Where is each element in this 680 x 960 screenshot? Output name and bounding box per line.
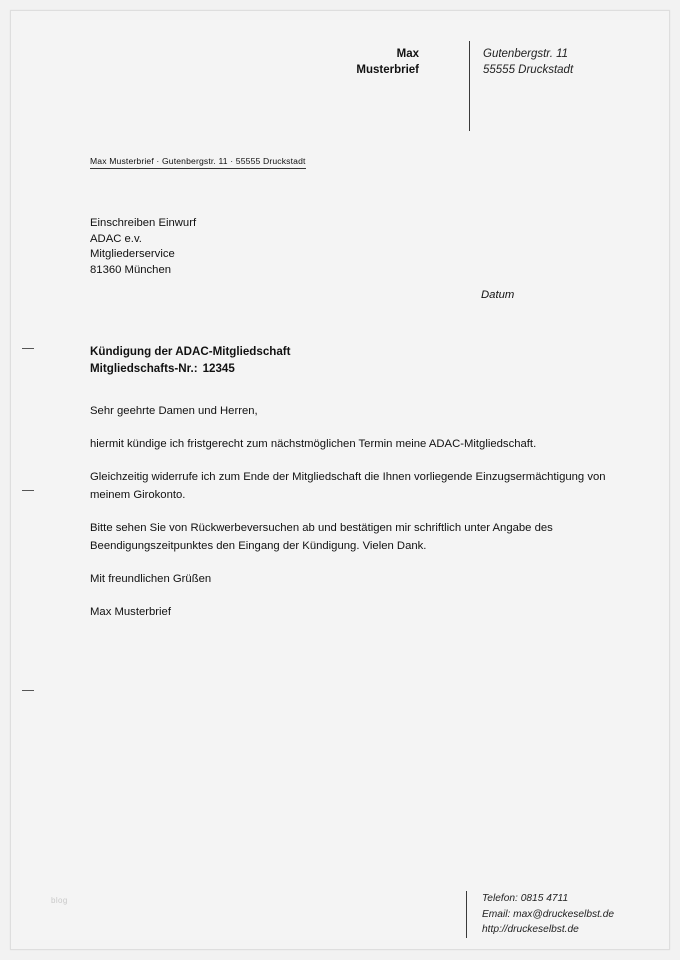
body-paragraph-1: hiermit kündige ich fristgerecht zum nächstmöglichen Termin meine ADAC-Mitgliedschaft.: [90, 438, 537, 450]
body-paragraph-2: Gleichzeitig widerrufe ich zum Ende der Mitgliedschaft die Ihnen vorliegende Einzugsermächtigung von meinem Girokonto.: [90, 471, 606, 501]
subject-block: [90, 344, 291, 377]
body-paragraph-3: Bitte sehen Sie von Rückwerbeversuchen ab und bestätigen mir schriftlich unter Angabe des Beendigungszeitpunktes den Eingang der Kündigung. Vielen Dank.: [90, 522, 553, 552]
letterhead: [311, 36, 641, 131]
return-address-line: Max Musterbrief · Gutenbergstr. 11 · 55555 Druckstadt: [90, 156, 306, 169]
recipient-line-2: ADAC e.v.: [90, 232, 142, 245]
watermark-text: blog: [51, 896, 68, 905]
recipient-line-1: Einschreiben Einwurf: [90, 217, 197, 229]
letterhead-street: Gutenbergstr. 11: [483, 48, 569, 60]
fold-mark-bottom: [22, 690, 34, 691]
letterhead-city: 55555 Druckstadt: [483, 64, 574, 76]
footer-website: http://druckeselbst.de: [482, 924, 579, 935]
subject-line: Kündigung der ADAC-Mitgliedschaft: [90, 345, 291, 358]
membership-number-label: Mitgliedschafts-Nr.:: [90, 361, 198, 375]
fold-mark-top: [22, 348, 34, 349]
letter-sheet: [10, 10, 670, 950]
closing-phrase: Mit freundlichen Grüßen: [90, 573, 212, 585]
letterhead-sender-name: [239, 46, 419, 78]
letterhead-sender-lastname: Musterbrief: [356, 64, 419, 76]
footer-email: Email: max@druckeselbst.de: [482, 908, 615, 920]
footer-contact-block: [466, 891, 614, 938]
fold-mark-middle: [22, 490, 34, 491]
date-field: Datum: [481, 289, 515, 301]
letterhead-sender-address: [483, 46, 573, 78]
recipient-address-block: [90, 216, 196, 278]
recipient-line-4: 81360 München: [90, 263, 172, 276]
signature-name: Max Musterbrief: [90, 606, 171, 618]
recipient-line-3: Mitgliederservice: [90, 248, 175, 261]
letterhead-divider: [469, 41, 470, 131]
salutation: Sehr geehrte Damen und Herren,: [90, 405, 258, 417]
letterhead-sender-firstname: Max: [396, 48, 419, 60]
footer-phone: Telefon: 0815 4711: [482, 893, 569, 904]
membership-number-line: [90, 361, 291, 378]
membership-number-value: 12345: [202, 361, 235, 375]
letter-body: [90, 402, 625, 636]
